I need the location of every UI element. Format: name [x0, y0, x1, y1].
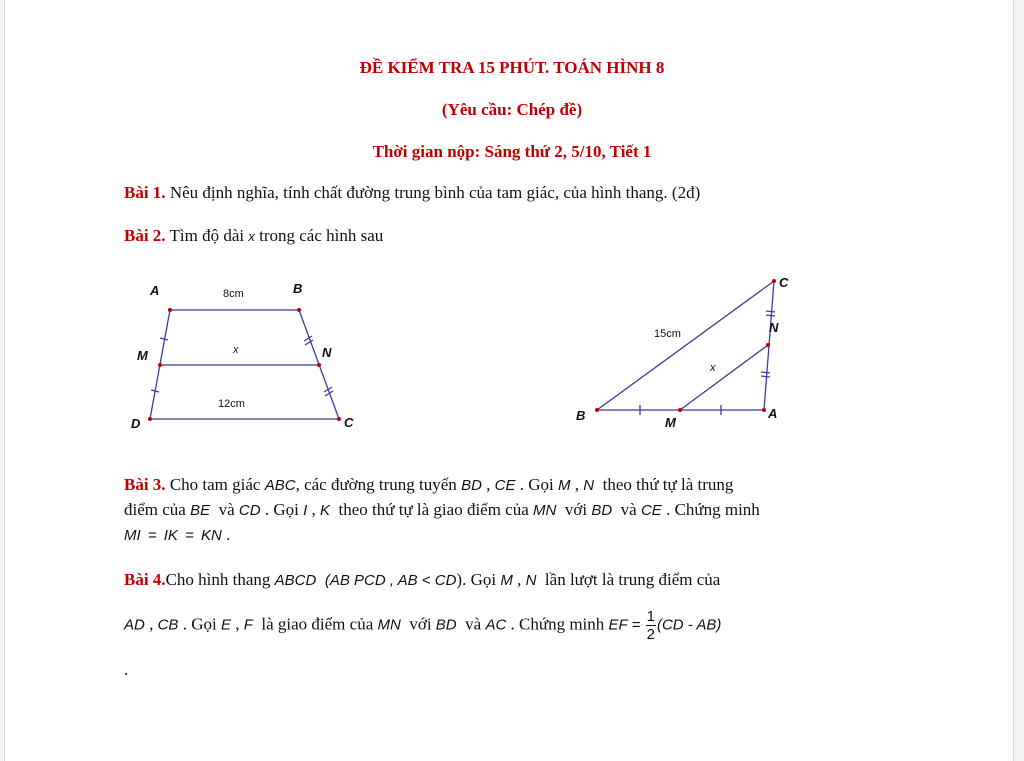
document-title: ĐỀ KIỂM TRA 15 PHÚT. TOÁN HÌNH 8: [359, 58, 665, 77]
math-bd: BD: [435, 616, 457, 634]
math-ef: EF =: [608, 616, 641, 634]
label-c: C: [344, 415, 354, 430]
math-e: E: [220, 616, 231, 634]
point-a2: [762, 408, 766, 412]
bai3-text: ,: [311, 500, 316, 519]
math-ac: AC: [485, 616, 507, 634]
bai3-label: Bài 3.: [124, 475, 166, 494]
bai1-text: Nêu định nghĩa, tính chất đường trung bình của tam giác, của hình thang. (2đ): [169, 183, 701, 202]
segment-bc: [597, 281, 774, 410]
label-bottom-length: 12cm: [218, 398, 245, 410]
label-c2: C: [779, 275, 789, 290]
bai4-text: ,: [149, 614, 154, 634]
bai3-text: và: [620, 500, 637, 519]
label-mid-length: x: [233, 344, 239, 356]
point-m: [158, 363, 162, 367]
tick-bn-1: [304, 336, 312, 341]
bai3-text: .: [226, 525, 231, 544]
bai3-line-1: [124, 475, 733, 495]
point-a: [168, 308, 172, 312]
label-triangle-mid-length: x: [710, 362, 716, 374]
math-condition: (AB PCD , AB < CD: [324, 572, 457, 589]
math-cb: CB: [157, 616, 179, 634]
bai4-text: với: [409, 614, 432, 634]
bai3-line-2: [124, 500, 760, 520]
fraction-one-half: [646, 608, 656, 643]
fraction-numerator: 1: [646, 608, 655, 625]
bai4-text: ,: [517, 570, 522, 589]
bai4-text: lần lượt là trung điểm của: [544, 570, 721, 589]
bai2-text-before: Tìm độ dài: [169, 226, 245, 245]
tick-cn-2: [766, 315, 775, 316]
math-ce: CE: [640, 502, 662, 519]
math-abc: ABC: [264, 477, 296, 494]
math-n: N: [583, 477, 595, 494]
bai3-text: ,: [486, 475, 491, 494]
math-cd: CD: [238, 502, 261, 519]
math-n: N: [525, 572, 537, 589]
math-ce: CE: [494, 477, 516, 494]
bai3-text: . Chứng minh: [666, 500, 760, 519]
label-n2: N: [769, 320, 779, 335]
bai3-line-3: [124, 525, 230, 545]
label-top-length: 8cm: [223, 288, 244, 300]
bai3-text: ,: [574, 475, 579, 494]
math-cd-minus-ab: (CD - AB): [656, 616, 722, 634]
math-mn: MN: [533, 502, 557, 519]
point-d: [148, 417, 152, 421]
bai3-text: . Gọi: [264, 500, 299, 519]
point-b: [297, 308, 301, 312]
math-i: I: [303, 502, 308, 519]
point-n: [317, 363, 321, 367]
bai4-line-1: [124, 570, 720, 590]
point-c2: [772, 279, 776, 283]
bai3-text: với: [564, 500, 588, 519]
label-m: M: [137, 348, 148, 363]
point-n2: [766, 343, 770, 347]
deadline-line: Thời gian nộp: Sáng thứ 2, 5/10, Tiết 1: [372, 142, 652, 161]
math-bd: BD: [461, 477, 482, 494]
bai1-label: Bài 1.: [124, 183, 166, 202]
bai3-text: và: [218, 500, 235, 519]
fraction-denominator: 2: [646, 626, 655, 643]
label-b2: B: [576, 408, 586, 423]
bai3-text: Cho tam giác: [169, 475, 261, 494]
tick-na-1: [761, 372, 770, 373]
point-c: [337, 417, 341, 421]
bai2-text-after: trong các hình sau: [259, 226, 384, 245]
point-m2: [678, 408, 682, 412]
math-mi-ik-kn: MI = IK = KN: [124, 527, 222, 544]
math-bd: BD: [591, 502, 613, 519]
math-mn: MN: [377, 616, 401, 634]
bai3-text: theo thứ tự là trung: [602, 475, 734, 494]
math-f: F: [243, 616, 253, 634]
document-subtitle: (Yêu cầu: Chép đề): [441, 100, 583, 119]
label-b: B: [293, 281, 303, 296]
bai4-text: ,: [235, 614, 240, 634]
math-m: M: [500, 572, 513, 589]
segment-mn: [680, 345, 768, 410]
bai4-label: Bài 4.: [124, 570, 166, 589]
math-k: K: [320, 502, 331, 519]
bai4-trailing-dot: .: [124, 660, 129, 679]
label-m2: M: [665, 415, 676, 430]
bai3-text: , các đường trung tuyến: [295, 475, 457, 494]
bai4-text: là giao điểm của: [261, 614, 374, 634]
bai4-text: . Chứng minh: [510, 614, 605, 634]
label-d: D: [131, 416, 141, 431]
label-n: N: [322, 345, 332, 360]
bai2-var: x: [248, 229, 255, 244]
bai4-text: Cho hình thang: [165, 570, 271, 589]
figure-triangle: [597, 281, 775, 415]
math-abcd: ABCD: [274, 572, 317, 589]
point-b2: [595, 408, 599, 412]
math-m: M: [558, 477, 571, 494]
bai2-label: Bài 2.: [124, 226, 166, 245]
bai3-text: điểm của: [124, 500, 186, 519]
math-be: BE: [190, 502, 211, 519]
math-ad: AD: [124, 616, 145, 634]
bai4-line-2: [124, 608, 721, 643]
bai3-text: . Gọi: [519, 475, 554, 494]
label-hyp-length: 15cm: [654, 328, 681, 340]
bai4-text: và: [465, 614, 482, 634]
label-a: A: [150, 283, 160, 298]
tick-cn-1: [766, 311, 775, 312]
bai3-text: theo thứ tự là giao điểm của: [338, 500, 529, 519]
bai4-text: . Gọi: [182, 614, 217, 634]
tick-na-2: [761, 376, 770, 377]
label-a2: A: [768, 406, 778, 421]
bai4-text: ). Gọi: [456, 570, 497, 589]
